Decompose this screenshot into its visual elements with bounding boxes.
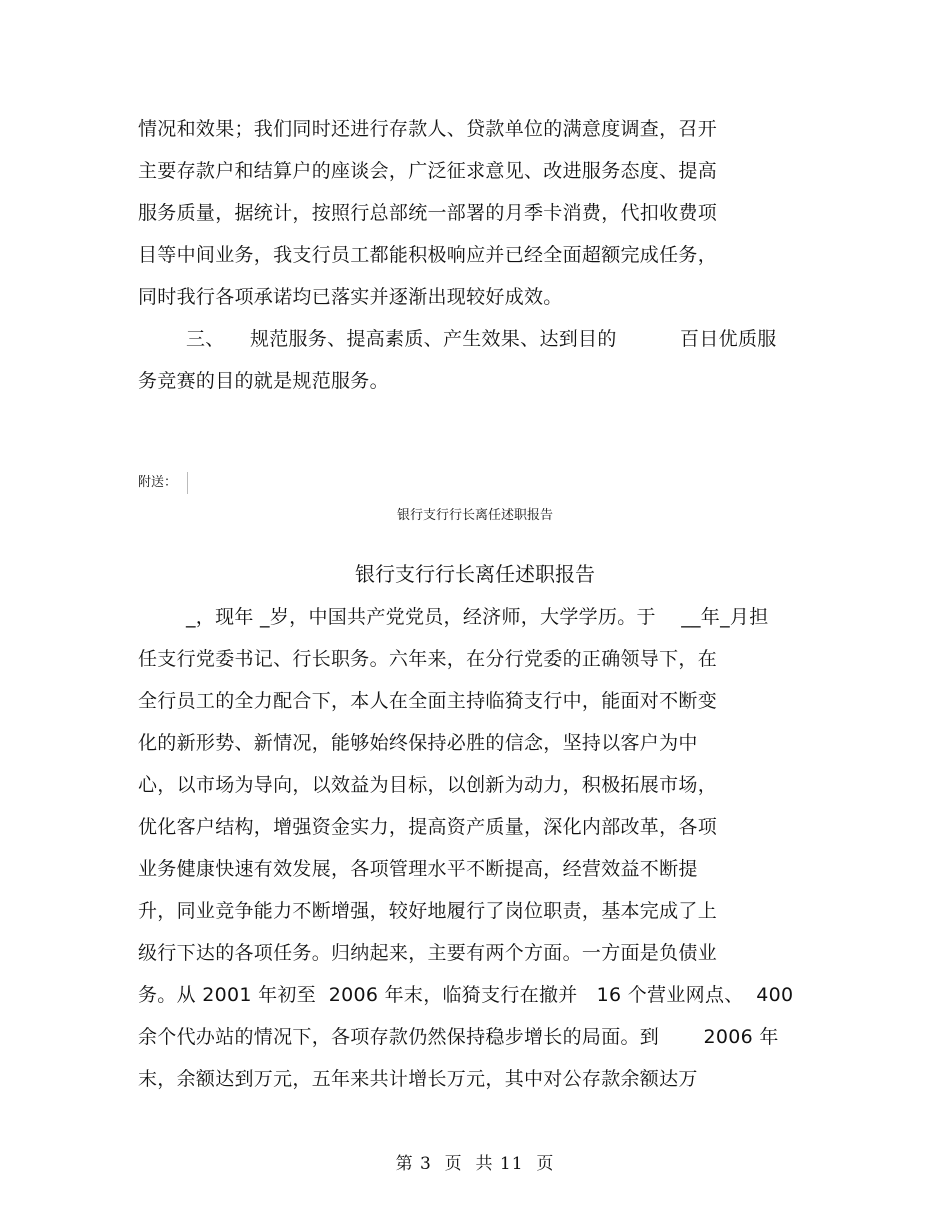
report-line: 心，以市场为导向，以效益为目标，以创新为动力，积极拓展市场， <box>138 774 718 796</box>
report-title: 银行支行行长离任述职报告 <box>355 562 595 586</box>
attachment-divider <box>187 472 188 494</box>
attachment-small-title: 银行支行行长离任述职报告 <box>396 508 553 523</box>
report-line: 升，同业竞争能力不断增强，较好地履行了岗位职责，基本完成了上 <box>138 900 718 922</box>
report-line: 级行下达的各项任务。归纳起来，主要有两个方面。一方面是负债业 <box>138 942 718 964</box>
paragraph-line: 服务质量，据统计，按照行总部统一部署的月季卡消费，代扣收费项 <box>138 202 718 224</box>
page-number-footer: 第 3 页 共 11 页 <box>395 1154 555 1174</box>
attachment-label: 附送： <box>138 475 178 490</box>
paragraph-line: 主要存款户和结算户的座谈会，广泛征求意见、改进服务态度、提高 <box>138 160 718 182</box>
report-line: 全行员工的全力配合下，本人在全面主持临猗支行中，能面对不断变 <box>138 690 718 712</box>
paragraph-line: 目等中间业务，我支行员工都能积极响应并已经全面超额完成任务， <box>138 244 718 266</box>
report-line: 业务健康快速有效发展，各项管理水平不断提高，经营效益不断提 <box>138 858 698 880</box>
report-line: 任支行党委书记、行长职务。六年来，在分行党委的正确领导下，在 <box>138 648 718 670</box>
paragraph-line: 务竞赛的目的就是规范服务。 <box>138 370 389 392</box>
paragraph-line: 情况和效果；我们同时还进行存款人、贷款单位的满意度调查，召开 <box>138 118 718 140</box>
report-line: 末，余额达到万元，五年来共计增长万元，其中对公存款余额达万 <box>138 1068 698 1090</box>
report-line: 化的新形势、新情况，能够始终保持必胜的信念，坚持以客户为中 <box>138 732 698 754</box>
report-line: 余个代办站的情况下，各项存款仍然保持稳步增长的局面。到 2006 年 <box>138 1026 779 1048</box>
paragraph-line: 同时我行各项承诺均已落实并逐渐出现较好成效。 <box>138 286 563 308</box>
report-line: _，现年 _岁，中国共产党党员，经济师，大学学历。于 __年_月担 <box>186 606 769 628</box>
section-heading-three: 三、 规范服务、提高素质、产生效果、达到目的 百日优质服 <box>186 328 777 350</box>
report-line: 优化客户结构，增强资金实力，提高资产质量，深化内部改革，各项 <box>138 816 718 838</box>
report-line: 务。从 2001 年初至 2006 年末，临猗支行在撤并 16 个营业网点、 400 <box>138 984 794 1006</box>
